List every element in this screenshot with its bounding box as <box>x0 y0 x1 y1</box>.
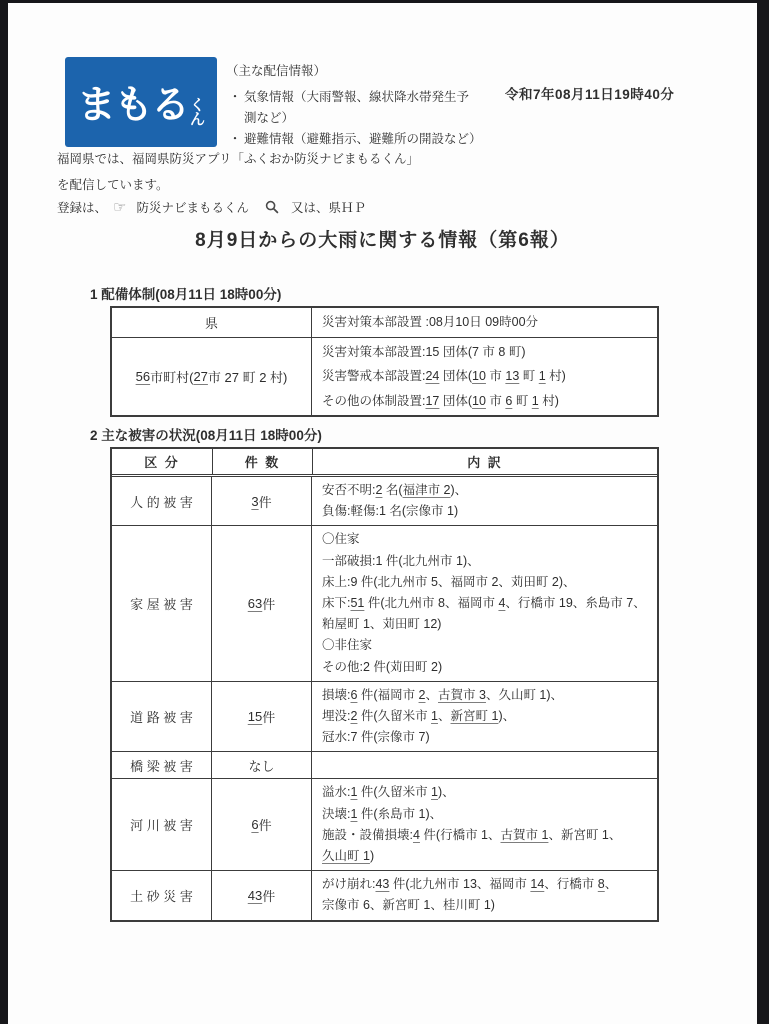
revised-value: 6 <box>350 687 358 702</box>
text-segment: 件(久留米市 <box>357 785 432 800</box>
text-segment: 床上:9 件(北九州市 5、福岡市 2、苅田町 2)、 <box>322 574 576 589</box>
detail-line <box>322 825 657 846</box>
column-header-breakdown: 内 訳 <box>312 449 657 474</box>
text-segment: 宗像市 6、新宮町 1、桂川町 1) <box>322 898 495 913</box>
detail-line <box>322 846 657 867</box>
table-row <box>112 778 657 870</box>
count-cell <box>212 752 312 778</box>
text-segment: 件 <box>258 818 272 834</box>
text-segment: 災害警戒本部設置: <box>322 369 426 383</box>
text-segment: 県 <box>204 315 218 331</box>
mamoru-kun-logo <box>65 57 217 147</box>
text-segment: 、行橋市 <box>544 877 598 892</box>
register-prefix: 登録は、 <box>57 201 108 215</box>
bullet-line: 避難情報（避難指示、避難所の開設など） <box>244 132 482 146</box>
distribution-bullet-list <box>226 87 506 150</box>
text-segment: ) <box>369 849 375 864</box>
details-cell <box>312 308 657 337</box>
revised-value: 43 <box>247 887 263 903</box>
category-cell: 土 砂 災 害 <box>112 871 212 919</box>
details-cell <box>312 871 657 919</box>
text-segment: 件 <box>258 494 272 510</box>
register-suffix: 又は、県ＨＰ <box>290 201 366 215</box>
detail-line <box>322 501 657 522</box>
text-segment: )、 <box>438 785 455 800</box>
document-page <box>8 3 757 1024</box>
bullet-line: 測など） <box>244 111 295 125</box>
text-segment: 名( <box>382 483 403 497</box>
detail-line <box>322 874 657 895</box>
category-cell: 橋 梁 被 害 <box>112 752 212 778</box>
details-cell <box>312 752 657 778</box>
text-segment: 冠水:7 件(宗像市 7) <box>322 730 430 745</box>
details-cell <box>312 682 657 752</box>
revised-value: 新宮町 1 <box>450 709 499 724</box>
bullet-line: 気象情報（大雨警報、線状降水帯発生予 <box>244 90 470 104</box>
detail-line <box>322 635 657 656</box>
detail-line <box>322 480 657 501</box>
text-segment: 、新宮町 1、 <box>548 827 622 842</box>
text-segment: 負傷:軽傷:1 名(宗像市 1) <box>322 504 459 519</box>
count-cell <box>212 871 312 919</box>
count-cell <box>212 477 312 525</box>
text-segment: 市 27 町 2 村) <box>207 369 288 385</box>
text-segment: がけ崩れ: <box>322 877 376 892</box>
detail-line <box>322 895 657 916</box>
section1-heading: 1 配備体制(08月11日 18時00分) <box>90 287 282 302</box>
text-segment: 町 <box>512 393 532 408</box>
logo-suffix-bottom: ん <box>190 111 206 128</box>
revised-value: 2 <box>375 483 383 497</box>
revised-value: 13 <box>505 369 520 383</box>
revised-value: 福津市 2 <box>402 483 451 497</box>
bullet-marker: ・ <box>228 132 242 146</box>
text-segment: 〇住家 <box>322 532 360 547</box>
text-segment: なし <box>248 758 275 774</box>
revised-value: 17 <box>425 393 440 408</box>
text-segment: 決壊: <box>322 806 351 821</box>
detail-line <box>322 364 657 389</box>
text-segment: 溢水: <box>322 785 351 800</box>
revised-value: 63 <box>247 596 263 612</box>
text-segment: 件(福岡市 <box>357 687 419 702</box>
revised-value: 1 <box>538 369 546 383</box>
bullet-text <box>244 87 469 129</box>
revised-value: 1 <box>431 785 438 800</box>
text-segment: 災害対策本部設置:15 団体(7 市 8 町) <box>322 344 526 359</box>
column-header-category: 区 分 <box>144 455 180 470</box>
intro-text-line1: 福岡県では、福岡県防災アプリ「ふくおか防災ナビまもるくん」 <box>57 152 420 166</box>
text-segment: 、行橋市 19、糸島市 7、 <box>505 596 646 611</box>
revised-value: 2 <box>350 709 358 724</box>
revised-value: 1 <box>531 393 539 408</box>
count-cell <box>212 526 312 680</box>
revised-value: 4 <box>498 596 506 611</box>
text-segment: 村) <box>545 369 566 383</box>
revised-value: 10 <box>472 393 486 408</box>
detail-line <box>322 782 657 803</box>
text-segment: 件(久留米市 <box>357 709 432 724</box>
distribution-info <box>226 61 506 150</box>
text-segment: 、久山町 1)、 <box>485 687 564 702</box>
revised-value: 久山町 1 <box>322 849 370 864</box>
text-segment: 床下: <box>322 596 351 611</box>
revised-value: 6 <box>505 393 513 408</box>
section2-heading: 2 主な被害の状況(08月11日 18時00分) <box>90 428 322 443</box>
detail-line <box>322 727 657 748</box>
bullet-text <box>244 129 482 150</box>
text-segment: 災害対策本部設置 :08月10日 09時00分 <box>322 315 539 329</box>
details-cell <box>312 779 657 870</box>
details-cell <box>312 338 657 416</box>
entity-cell <box>112 308 312 337</box>
revised-value: 56 <box>135 368 151 384</box>
text-segment: 埋没: <box>322 709 351 724</box>
text-segment: 件(北九州市 8、福岡市 <box>364 596 499 611</box>
table-row <box>112 308 657 337</box>
count-cell <box>212 682 312 752</box>
register-line <box>57 198 366 216</box>
text-segment: 損壊: <box>322 687 351 702</box>
logo-text: まもる <box>76 84 188 127</box>
logo-suffix-top: く <box>190 97 206 114</box>
table-row <box>112 751 657 778</box>
bullet-item <box>226 129 506 150</box>
text-segment: 団体( <box>439 369 473 383</box>
details-cell <box>312 526 657 680</box>
detail-line <box>322 572 657 593</box>
detail-line <box>322 340 657 365</box>
text-segment: 件(糸島市 1)、 <box>357 806 443 821</box>
logo-suffix <box>190 99 205 127</box>
detail-line <box>322 804 657 825</box>
revised-value: 10 <box>472 369 486 383</box>
text-segment: )、 <box>450 483 468 497</box>
revised-value: 51 <box>350 596 365 611</box>
text-segment: 粕屋町 1、苅田町 12) <box>322 617 442 632</box>
deployment-table <box>110 306 659 417</box>
revised-value: 8 <box>597 877 605 892</box>
revised-value: 3 <box>251 493 259 509</box>
revised-value: 15 <box>247 709 263 725</box>
revised-value: 6 <box>251 817 259 833</box>
bullet-item <box>226 87 506 129</box>
detail-line <box>322 657 657 678</box>
damage-table-header <box>112 449 657 477</box>
detail-line <box>322 529 657 550</box>
table-row <box>112 681 657 752</box>
text-segment: その他の体制設置: <box>322 393 426 408</box>
text-segment: 件(北九州市 13、福岡市 <box>389 877 531 892</box>
revised-value: 古賀市 1 <box>500 827 549 842</box>
revised-value: 4 <box>412 827 420 842</box>
table-row <box>112 337 657 416</box>
detail-line <box>322 310 657 335</box>
publish-datetime: 令和7年08月11日19時40分 <box>505 87 675 102</box>
text-segment: 市 <box>485 393 506 408</box>
revised-value: 24 <box>425 369 440 383</box>
text-segment: 件 <box>262 888 276 904</box>
table-row <box>112 477 657 525</box>
detail-line <box>322 593 657 614</box>
text-segment: 安否不明: <box>322 483 376 497</box>
text-segment: )、 <box>498 709 516 724</box>
category-cell: 河 川 被 害 <box>112 779 212 870</box>
detail-line <box>322 706 657 727</box>
intro-text-line2: を配信しています。 <box>57 178 169 192</box>
damage-status-table <box>110 447 659 922</box>
revised-value: 1 <box>350 806 358 821</box>
revised-value: 1 <box>431 709 438 724</box>
details-cell <box>312 477 657 525</box>
text-segment: 件 <box>262 597 276 613</box>
text-segment: 件(行橋市 1、 <box>419 827 501 842</box>
pointing-hand-icon: ☞ <box>113 199 127 216</box>
text-segment: 町 <box>519 369 539 383</box>
text-segment: 市町村( <box>150 369 194 385</box>
text-segment: その他:2 件(苅田町 2) <box>322 659 443 674</box>
register-app-name: 防災ナビまもるくん <box>136 201 249 215</box>
search-icon <box>265 200 279 214</box>
detail-line <box>322 614 657 635</box>
text-segment: 〇非住家 <box>322 638 373 653</box>
distribution-info-title: （主な配信情報） <box>226 64 327 78</box>
document-title: 8月9日からの大雨に関する情報（第6報） <box>195 230 570 251</box>
text-segment: 市 <box>485 369 506 383</box>
category-cell: 家 屋 被 害 <box>112 526 212 680</box>
category-cell: 道 路 被 害 <box>112 682 212 752</box>
text-segment: 一部破損:1 件(北九州市 1)、 <box>322 553 480 568</box>
detail-line <box>322 389 657 414</box>
detail-line <box>322 551 657 572</box>
revised-value: 1 <box>350 785 358 800</box>
detail-line <box>322 685 657 706</box>
text-segment: 件 <box>262 710 276 726</box>
revised-value: 27 <box>193 368 208 384</box>
entity-cell <box>112 338 312 416</box>
count-cell <box>212 779 312 870</box>
category-cell: 人 的 被 害 <box>112 477 212 525</box>
revised-value: 43 <box>375 877 390 892</box>
text-segment: 、 <box>425 687 439 702</box>
text-segment: 団体( <box>439 393 473 408</box>
text-segment: 村) <box>538 393 559 408</box>
text-segment: 、 <box>438 709 451 724</box>
text-segment: 、 <box>604 877 618 892</box>
bullet-marker: ・ <box>228 90 242 104</box>
text-segment: 施設・設備損壊: <box>322 827 413 842</box>
revised-value: 2 <box>418 687 426 702</box>
revised-value: 14 <box>530 877 545 892</box>
table-row <box>112 870 657 919</box>
column-header-count: 件 数 <box>212 449 312 474</box>
table-row <box>112 525 657 680</box>
revised-value: 古賀市 3 <box>438 687 486 702</box>
